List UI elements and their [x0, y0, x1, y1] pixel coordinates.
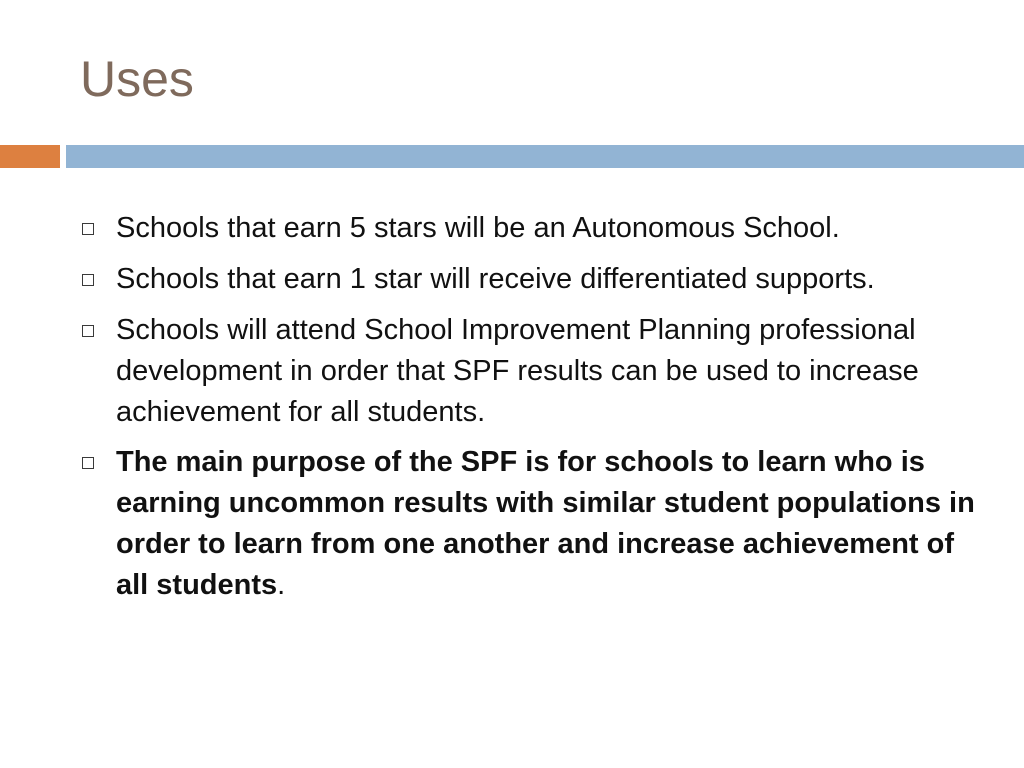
slide-title: Uses	[80, 51, 194, 107]
bullet-item	[80, 310, 980, 433]
hollow-square-icon	[82, 223, 94, 235]
hollow-square-icon	[82, 274, 94, 286]
bullet-marker	[80, 310, 116, 352]
bullet-marker	[80, 208, 116, 250]
accent-bar-blue	[66, 145, 1024, 168]
accent-bar-orange	[0, 145, 60, 168]
bullet-text: Schools that earn 5 stars will be an Autonomous School.	[116, 212, 840, 244]
bullet-marker	[80, 442, 116, 484]
bullet-tail-text: .	[277, 569, 286, 601]
bullet-item	[80, 208, 980, 250]
bullet-list	[80, 208, 980, 615]
hollow-square-icon	[82, 457, 94, 469]
bullet-text: Schools that earn 1 star will receive differentiated supports.	[116, 263, 875, 295]
bullet-text-emphasis	[116, 442, 980, 606]
bullet-text: Schools will attend School Improvement Planning professional development in order that SPF results can be used to increase achievement for all students.	[116, 314, 919, 428]
bullet-bold-text: The main purpose of the SPF is for schools to learn who is earning uncommon results with similar student populations in order to learn from one another and increase achievement of all students	[116, 446, 975, 601]
bullet-item	[80, 442, 980, 606]
hollow-square-icon	[82, 325, 94, 337]
bullet-marker	[80, 259, 116, 301]
bullet-item	[80, 259, 980, 301]
